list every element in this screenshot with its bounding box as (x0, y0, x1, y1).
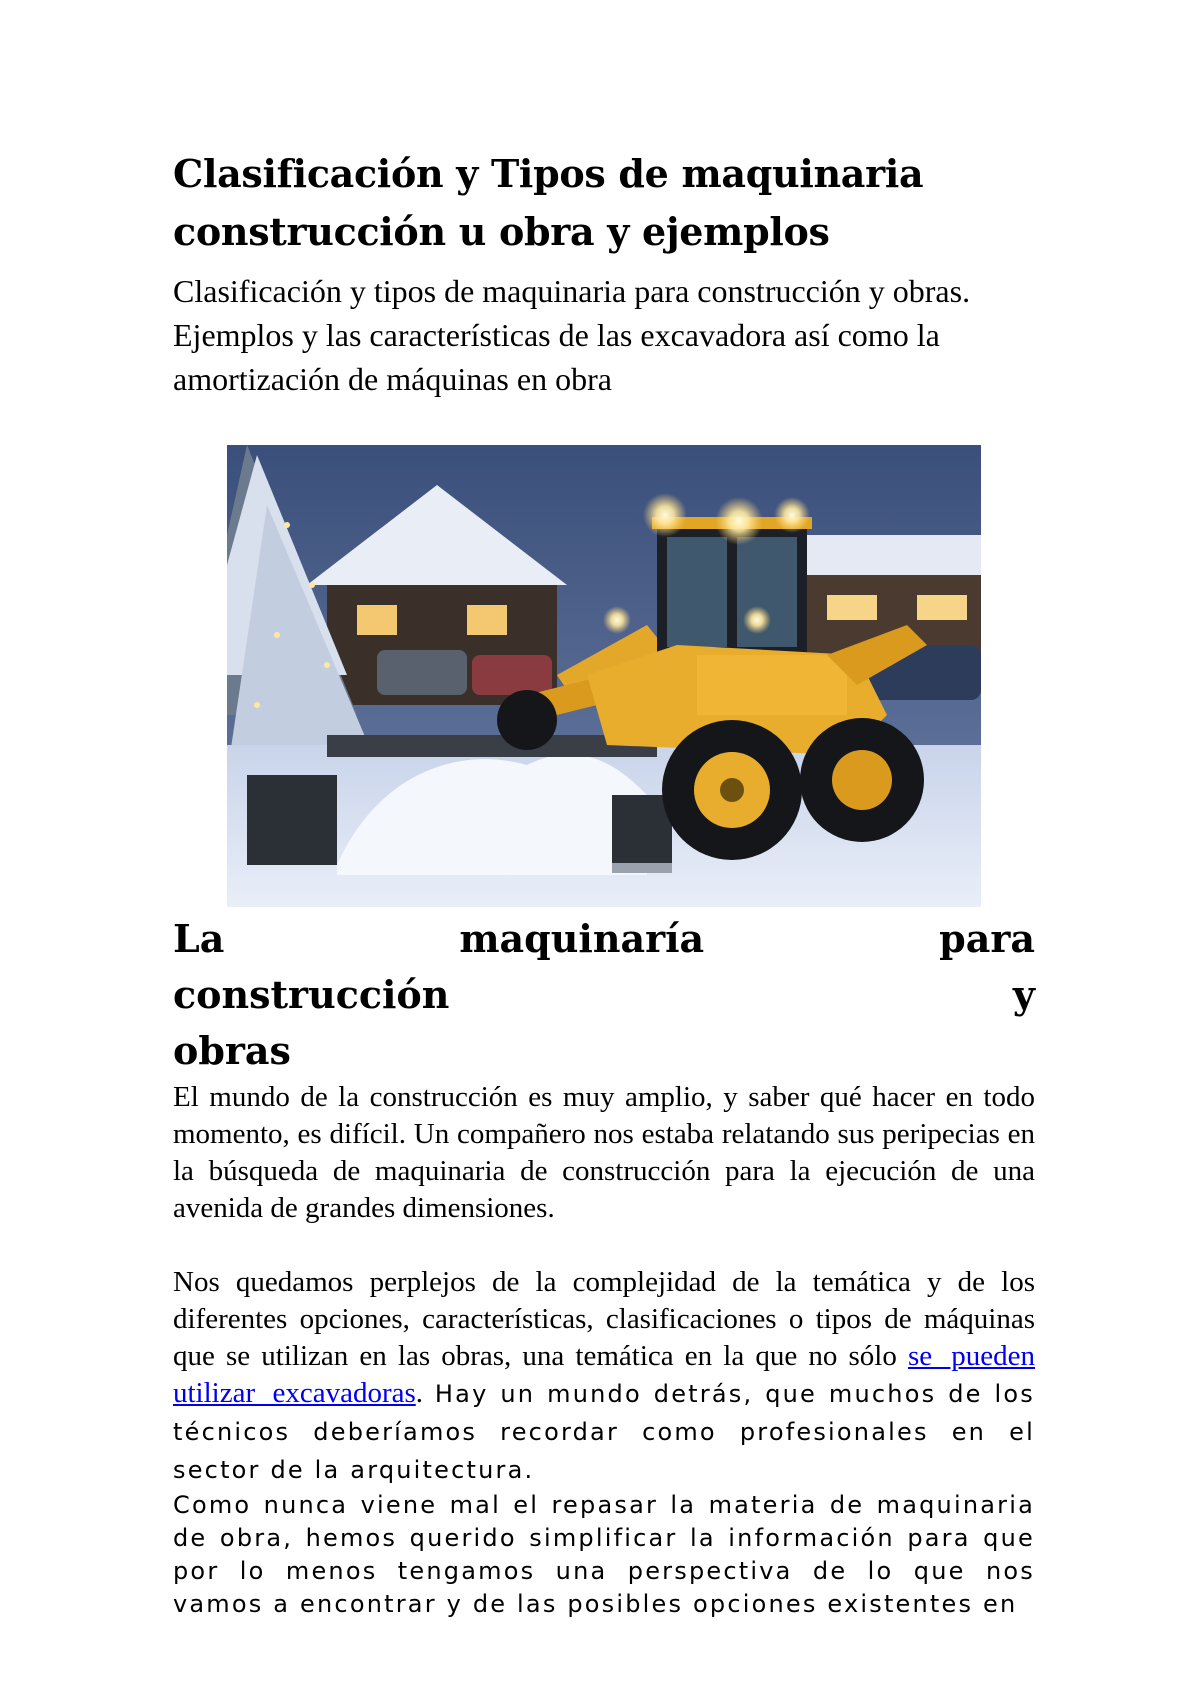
excavadoras-link[interactable]: se pueden utilizar excavadoras (173, 1340, 1035, 1409)
hero-image (227, 445, 981, 907)
paragraph-gap (173, 1227, 1035, 1264)
paragraph-3: Como nunca viene mal el repasar la materia de maquinaria de obra, hemos querido simplificar la información para que por lo menos tengamos una perspectiva de lo que nos vamos a encontrar y de las posibles opciones existentes en (173, 1491, 1035, 1618)
paragraph-2-start: Nos quedamos perplejos de la complejidad de la temática y de los diferentes opciones, características, clasificaciones o tipos de máquinas que se utilizan en las obras, una temática en la que no sólo (173, 1266, 1035, 1372)
document-content (173, 145, 1035, 1621)
article-title: Clasificación y Tipos de maquinaria construcción u obra y ejemplos (173, 151, 924, 254)
backhoe-snow-photo (227, 445, 981, 907)
section-heading-line2: obras (173, 1028, 291, 1073)
article-subtitle: Clasificación y tipos de maquinaria para construcción y obras. Ejemplos y las características de las excavadora así como la amortización de máquinas en obra (173, 273, 971, 397)
paragraph-1: El mundo de la construcción es muy amplio, y saber qué hacer en todo momento, es difícil. Un compañero nos estaba relatando sus peripecias en la búsqueda de maquinaria de construcción para la ejecución de una avenida de grandes dimensiones. (173, 1081, 1035, 1224)
paragraph-2-end: Hay un mundo detrás, que muchos de los técnicos deberíamos recordar como profesionales en el sector de la arquitectura. (173, 1380, 1035, 1484)
section-heading (173, 911, 1035, 1079)
section-heading-line1: La maquinaría para construcción y (173, 916, 1035, 1017)
paragraph-2 (173, 1264, 1035, 1489)
paragraph-2-period: . (415, 1377, 424, 1409)
